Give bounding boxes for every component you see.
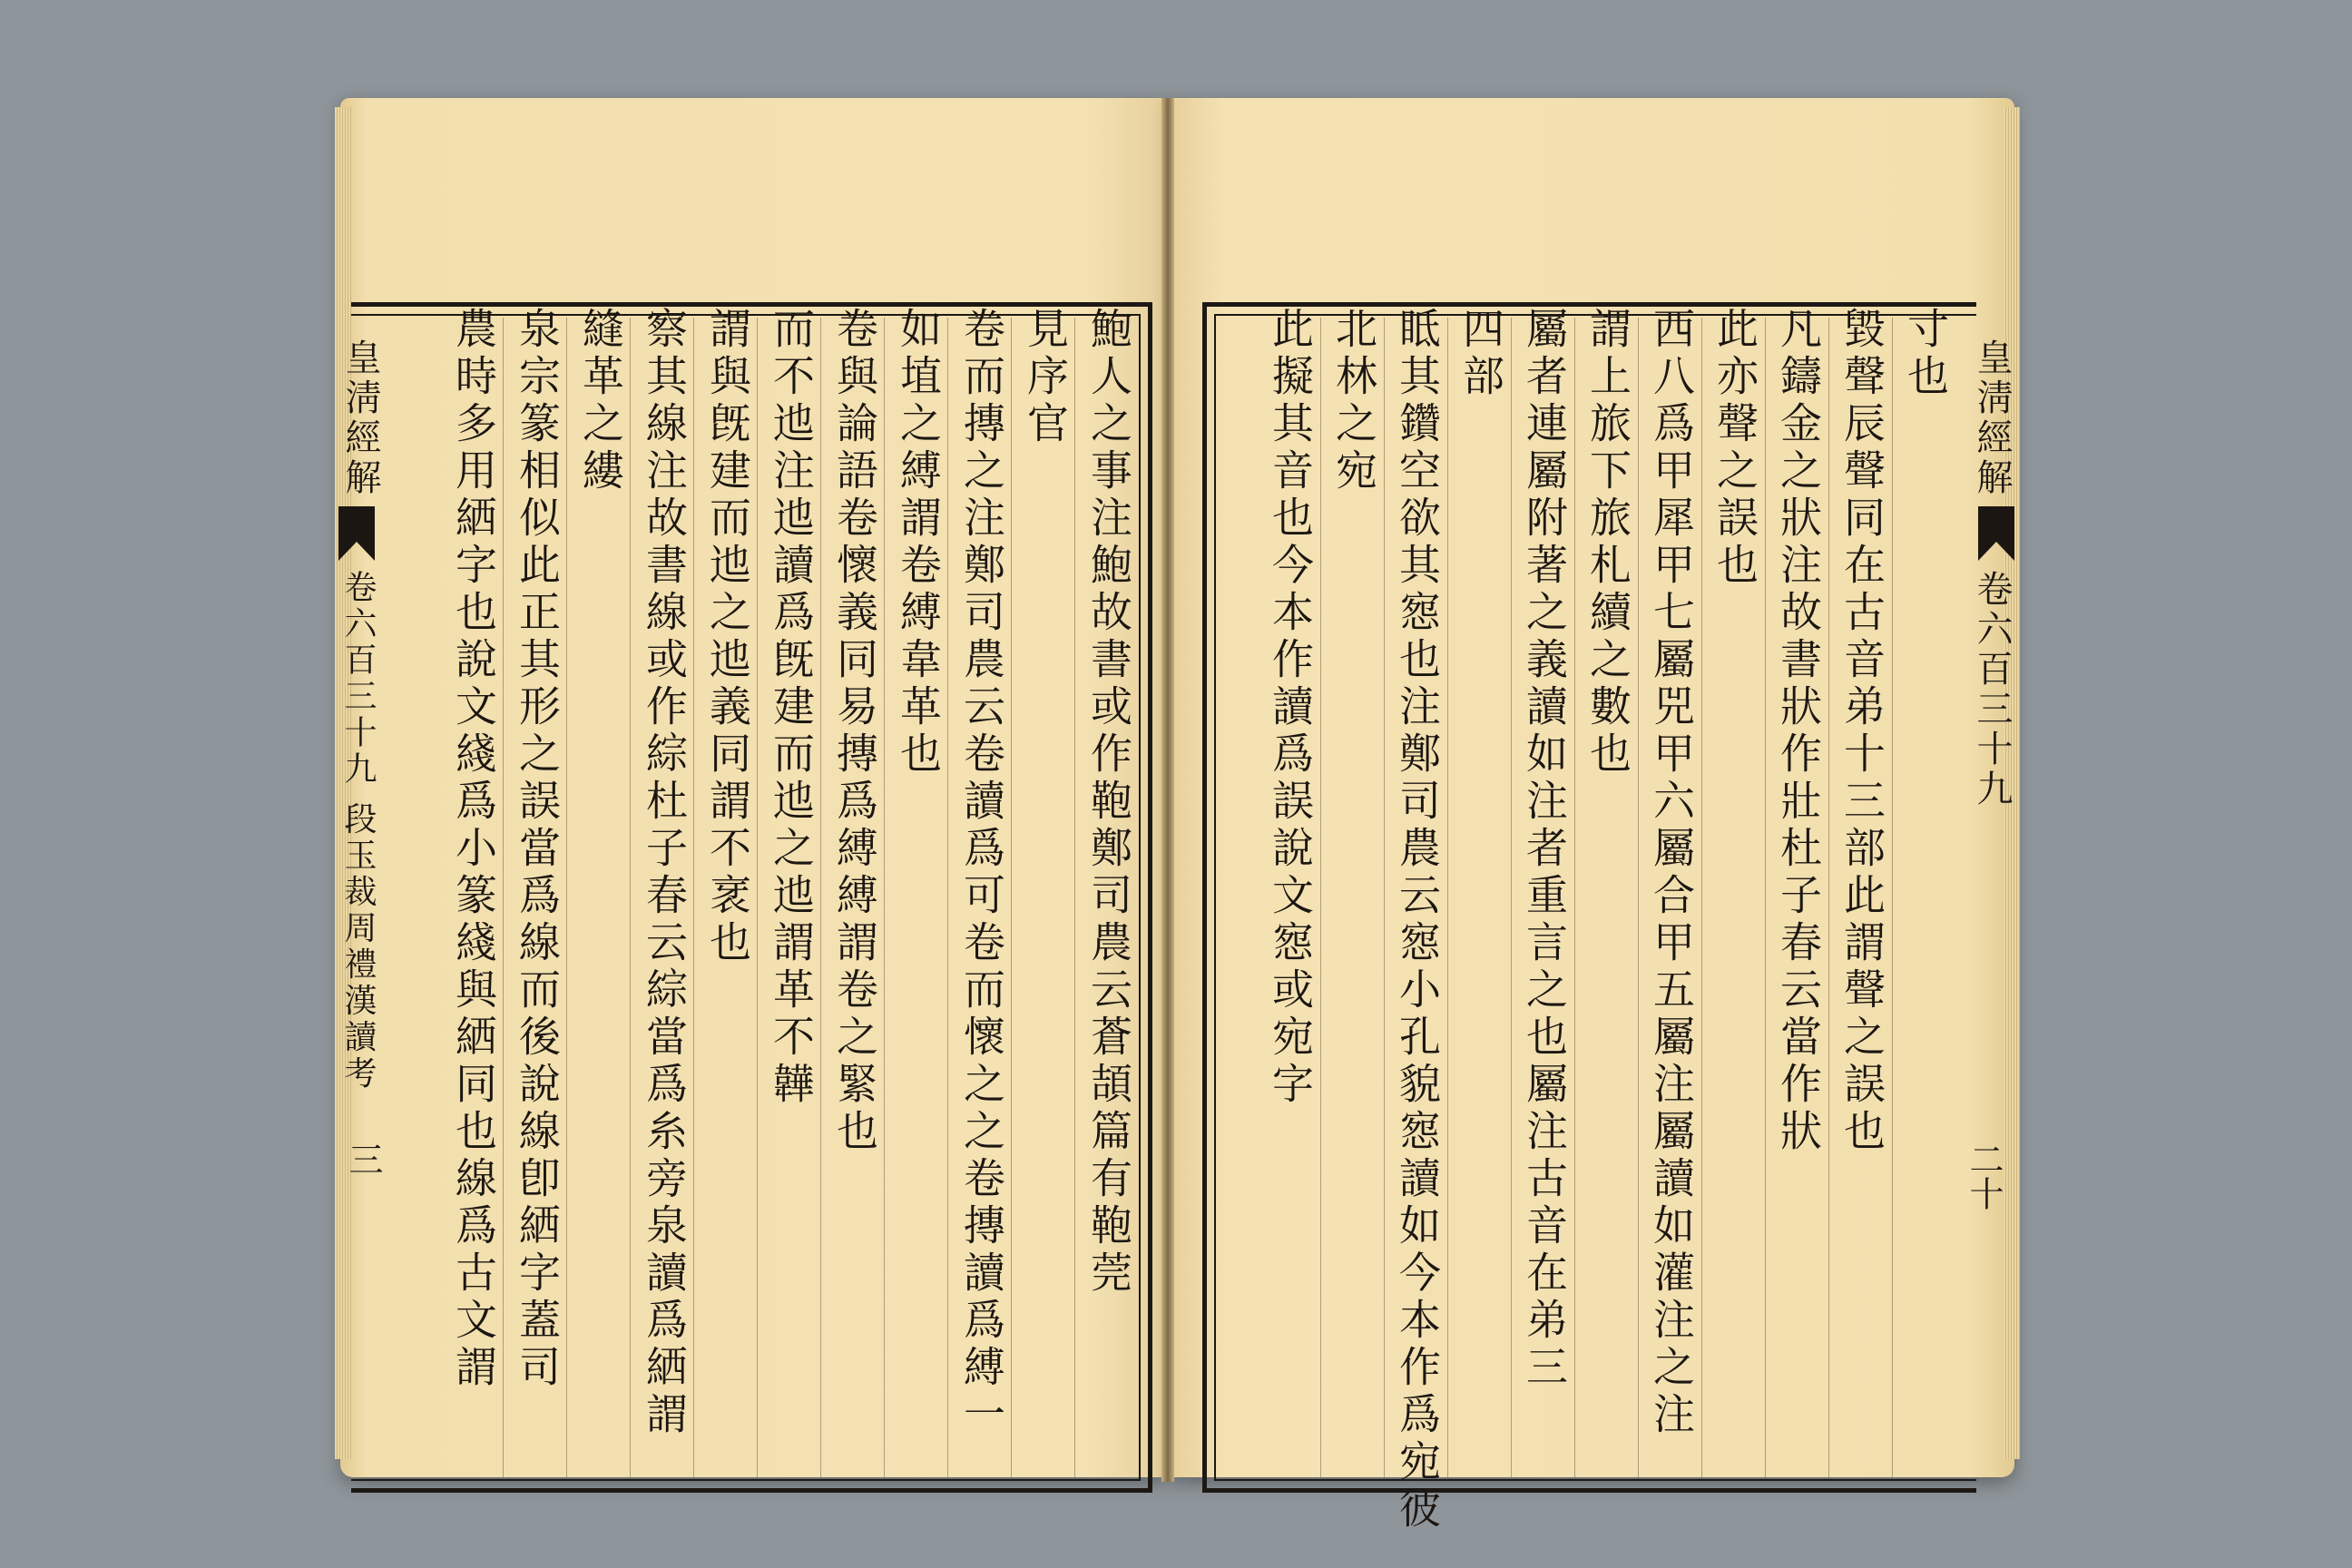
- right-text-column-8: 四部: [1456, 307, 1505, 401]
- right-text-column-5: 西八爲甲犀甲七屬兕甲六屬合甲五屬注屬讀如灌注之注: [1647, 307, 1696, 1439]
- left-text-column-8: 察其線注故書線或作綜杜子春云綜當爲糸旁泉讀爲絤謂: [640, 307, 689, 1439]
- left-page-number: 三: [343, 1142, 383, 1176]
- left-text-column-7: 謂與旣建而迆之迆義同謂不衺也: [703, 307, 752, 967]
- right-page-number: 二十: [1964, 1142, 2004, 1210]
- right-text-frame: [1202, 302, 1976, 1534]
- left-text-column-2: 見序官: [1021, 307, 1070, 448]
- right-text-column-1: 寸也: [1901, 307, 1950, 401]
- left-margin-title: 皇淸經解: [339, 338, 381, 498]
- right-margin-volume: 卷六百三十九: [1971, 570, 2013, 809]
- left-margin-volume: 卷六百三十九 段玉裁周禮漢讀考: [339, 570, 377, 1093]
- left-text-column-4: 如埴之縛謂卷縛韋革也: [894, 307, 943, 779]
- open-book: [339, 98, 2014, 1534]
- fishtail-mark-right: [1978, 506, 2014, 561]
- right-margin-title: 皇淸經解: [1971, 338, 2013, 498]
- left-text-column-11: 農時多用絤字也說文綫爲小篆綫與絤同也線爲古文謂: [449, 307, 498, 1392]
- left-text-column-5: 卷與論語卷懷義同易摶爲縛縛謂卷之緊也: [830, 307, 879, 1156]
- right-text-column-9: 眡其鑽空欲其惌也注鄭司農云惌小孔貌惌讀如今本作爲宛彼: [1393, 307, 1442, 1534]
- left-text-column-6: 而不迆注迆讀爲旣建而迆之迆謂革不韡: [767, 307, 816, 1109]
- left-text-column-3: 卷而摶之注鄭司農云卷讀爲可卷而懷之之卷摶讀爲縛一: [957, 307, 1006, 1439]
- left-text-column-10: 泉宗篆相似此正其形之誤當爲線而後說線卽絤字蓋司: [513, 307, 562, 1392]
- right-text-column-11: 此擬其音也今本作讀爲誤說文惌或宛字: [1266, 307, 1315, 1109]
- left-text-column-1: 鮑人之事注鮑故書或作鞄鄭司農云蒼頡篇有鞄莞: [1084, 307, 1133, 1298]
- right-text-column-6: 謂上旅下旅札續之數也: [1583, 307, 1632, 779]
- right-text-column-7: 屬者連屬附著之義讀如注者重言之也屬注古音在弟三: [1520, 307, 1569, 1392]
- left-text-frame: [351, 302, 1152, 1493]
- right-text-column-3: 凡鑄金之狀注故書狀作壯杜子春云當作狀: [1774, 307, 1823, 1156]
- right-text-column-2: 毀聲辰聲同在古音弟十三部此謂聲之誤也: [1838, 307, 1886, 1156]
- left-page: [340, 98, 1164, 1477]
- right-text-column-4: 此亦聲之誤也: [1710, 307, 1759, 590]
- right-text-column-10: 北林之宛: [1329, 307, 1378, 495]
- left-text-column-9: 縫革之縷: [576, 307, 625, 495]
- book-gutter: [1161, 98, 1174, 1482]
- right-page: [1171, 98, 2014, 1534]
